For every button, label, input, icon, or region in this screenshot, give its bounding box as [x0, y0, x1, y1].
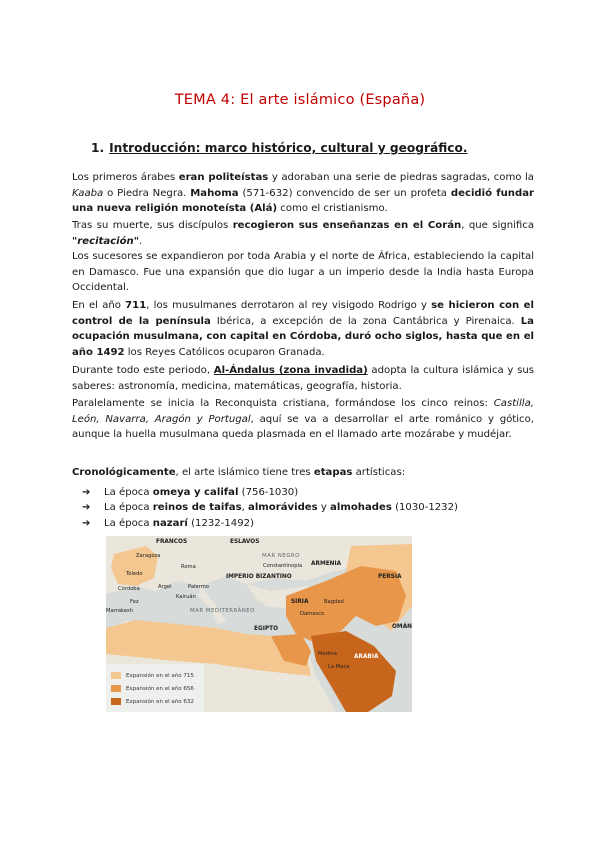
epochs-list	[82, 485, 458, 531]
map-label: ESLAVOS	[230, 539, 260, 545]
paragraph-origins: Los primeros árabes eran politeístas y adoraban una serie de piedras sagradas, como la Kaaba o Piedra Negra. Mahoma (571-632) convencido de ser un profeta decidió fundar una nueva religión monoteísta (Alá) como el cristianismo.	[72, 172, 534, 215]
map-legend	[106, 664, 204, 712]
map-label: IMPERIO BIZANTINO	[226, 574, 292, 580]
map-label: Roma	[181, 564, 196, 570]
section-number: 1.	[91, 141, 105, 155]
map-label: MAR NEGRO	[262, 553, 300, 559]
paragraph-al-andalus: Durante todo este periodo, Al-Ándalus (zona invadida) adopta la cultura islámica y sus saberes: astronomía, medicina, matemáticas, geografía, historia.	[72, 365, 534, 392]
map-label: Argel	[158, 584, 172, 590]
arrow-icon: ➔	[82, 517, 91, 529]
map-label: Zaragoza	[136, 553, 161, 559]
list-item: ➔ La época omeya y califal (756-1030)	[82, 485, 458, 500]
map-label: ARABIA	[354, 654, 379, 660]
legend-swatch-715	[111, 672, 121, 679]
map-label: Constantinopla	[263, 563, 303, 569]
arrow-icon: ➔	[82, 502, 91, 514]
paragraph-chronology: Cronológicamente, el arte islámico tiene tres etapas artísticas:	[72, 467, 406, 478]
section-heading-text: Introducción: marco histórico, cultural y geográfico.	[109, 141, 468, 155]
map-label: PERSIA	[378, 574, 402, 580]
map-label: SIRIA	[291, 599, 309, 605]
map-label: Córdoba	[118, 586, 140, 592]
map-label: ARMENIA	[311, 561, 342, 567]
list-item: ➔ La época reinos de taifas, almorávides y almohades (1030-1232)	[82, 500, 458, 515]
legend-swatch-632	[111, 698, 121, 705]
legend-item: Expansión en el año 656	[111, 685, 194, 692]
map-label: Damasco	[300, 611, 325, 617]
land-italy	[198, 586, 226, 624]
map-label: Bagdad	[324, 599, 344, 605]
map-label: MAR MEDITERRÁNEO	[190, 608, 255, 614]
legend-swatch-656	[111, 685, 121, 692]
map-label: EGIPTO	[254, 626, 279, 632]
legend-item: Expansión en el año 715	[111, 672, 194, 679]
paragraph-reconquista: Paralelamente se inicia la Reconquista cristiana, formándose los cinco reinos: Castilla, León, Navarra, Aragón y Portugal, aquí se va a desarrollar el arte románico y gótico, aunque la huella musulmana queda plasmada en el llamado arte mozárabe y mudéjar.	[72, 398, 534, 441]
map-label: Kairuán	[176, 594, 196, 600]
map-label: La Meca	[328, 664, 350, 670]
map-label: Marrakesh	[106, 608, 134, 614]
map-label: Palermo	[188, 584, 209, 590]
legend-item: Expansión en el año 632	[111, 698, 194, 705]
section-heading	[91, 141, 467, 155]
arrow-icon: ➔	[82, 487, 91, 498]
map-label: OMÁN	[392, 624, 412, 630]
map-label: Fez	[130, 599, 139, 605]
paragraph-711: En el año 711, los musulmanes derrotaron al rey visigodo Rodrigo y se hicieron con el control de la península Ibérica, a excepción de la zona Cantábrica y Pirenaica. La ocupación musulmana, con capital en Córdoba, duró ocho siglos, hasta que en el año 1492 los Reyes Católicos ocuparon Granada.	[72, 300, 534, 358]
map-label: FRANCOS	[156, 539, 188, 545]
map-label: Medina	[318, 651, 337, 657]
list-item: ➔ La época nazarí (1232-1492)	[82, 516, 458, 531]
document-title: TEMA 4: El arte islámico (España)	[174, 92, 426, 108]
islamic-expansion-map	[106, 536, 412, 712]
map-label: Toledo	[126, 571, 143, 577]
paragraph-coran: Tras su muerte, sus discípulos recogieron sus enseñanzas en el Corán, que significa "recitación".	[72, 220, 535, 247]
paragraph-expansion: Los sucesores se expandieron por toda Arabia y el norte de África, estableciendo la capital en Damasco. Fue una expansión que dio lugar a un imperio desde la India hasta Europa Occidental.	[72, 251, 534, 294]
